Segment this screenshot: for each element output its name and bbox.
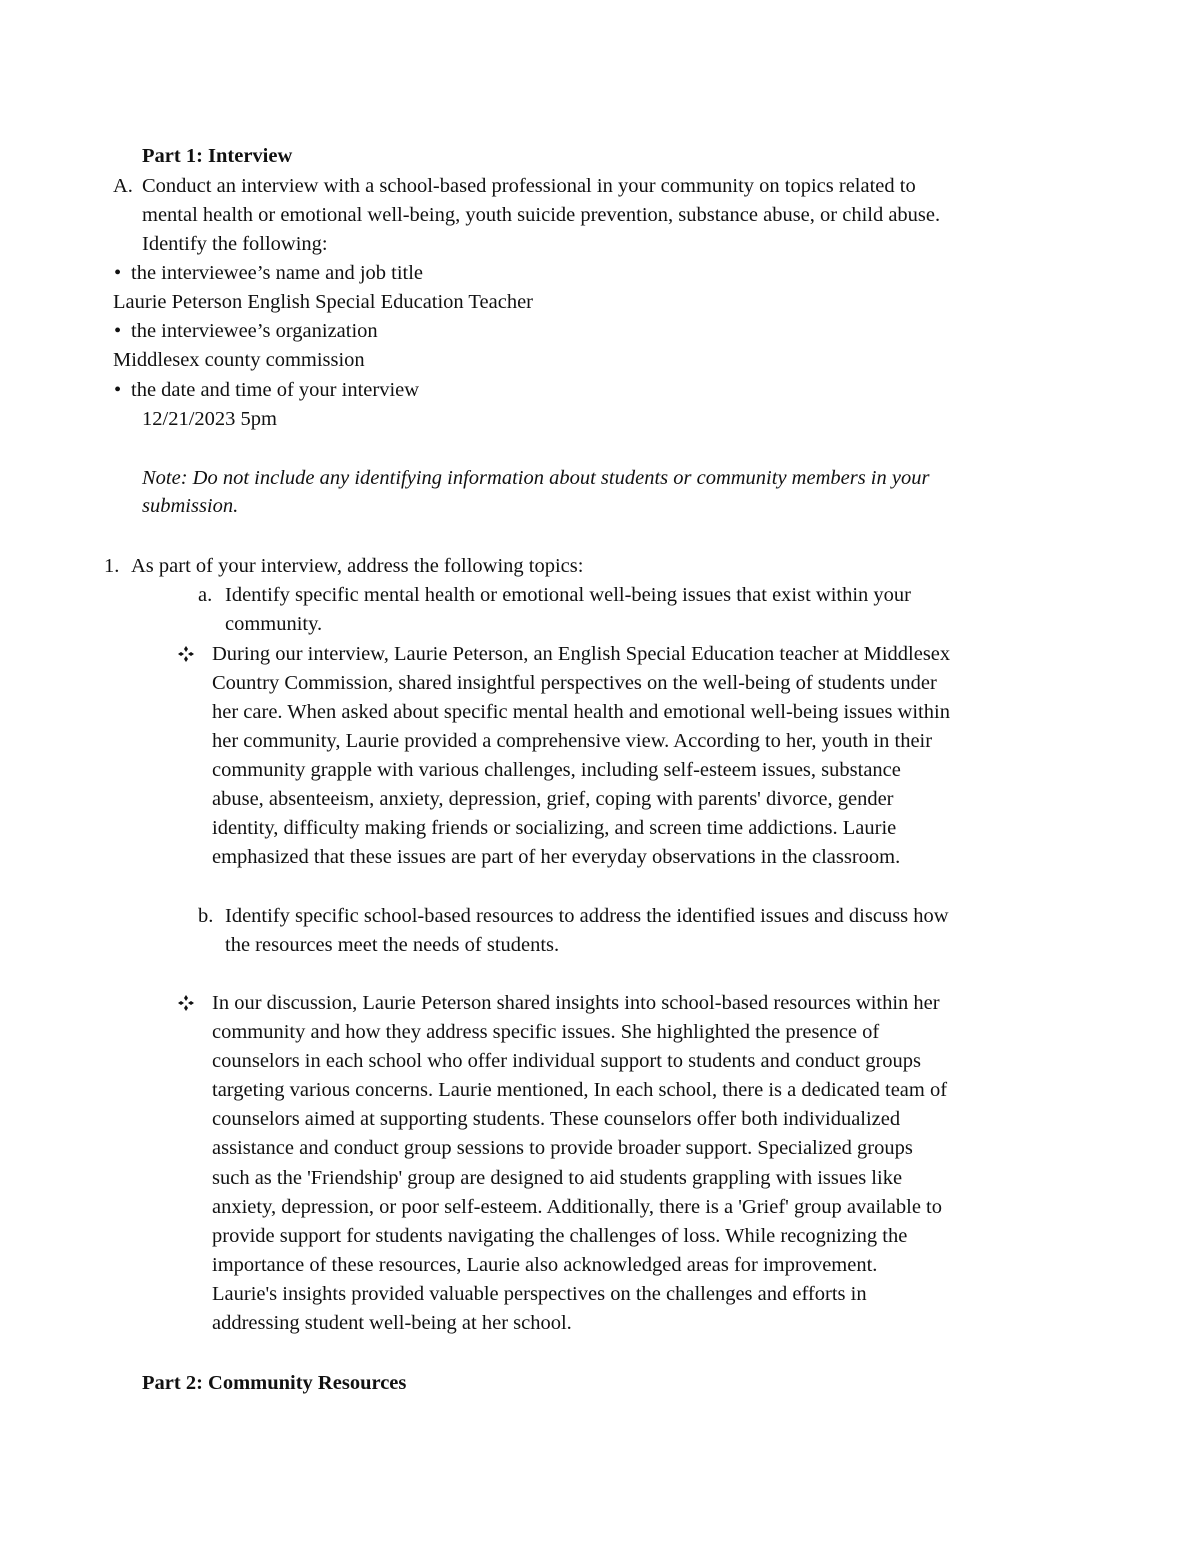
answer-b-line: provide support for students navigating the challenges of loss. While recognizing the bbox=[212, 1225, 908, 1247]
answer-a-line: During our interview, Laurie Peterson, an English Special Education teacher at Middlesex bbox=[212, 643, 951, 665]
date-time-answer: 12/21/2023 5pm bbox=[142, 408, 277, 430]
item-a-line-2: community. bbox=[225, 613, 323, 635]
item-1-marker: 1. bbox=[104, 555, 120, 577]
bullet-marker: • bbox=[114, 320, 122, 342]
answer-a-line: abuse, absenteeism, anxiety, depression, grief, coping with parents' divorce, gender bbox=[212, 788, 894, 810]
answer-a-line: identity, difficulty making friends or socializing, and screen time addictions. Laurie bbox=[212, 817, 897, 839]
part2-heading: Part 2: Community Resources bbox=[142, 1372, 407, 1394]
answer-b-line: counselors aimed at supporting students. These counselors offer both individualized bbox=[212, 1108, 901, 1130]
bullet-date-time-label: the date and time of your interview bbox=[131, 379, 420, 401]
answer-b-line: counselors in each school who offer individual support to students and conduct groups bbox=[212, 1050, 922, 1072]
answer-b-line: Laurie's insights provided valuable perspectives on the challenges and efforts in bbox=[212, 1283, 867, 1305]
bullet-organization-label: the interviewee’s organization bbox=[131, 320, 378, 342]
section-a-line-1: Conduct an interview with a school-based professional in your community on topics related to bbox=[142, 175, 916, 197]
note-line-2: submission. bbox=[142, 495, 239, 517]
item-1-text: As part of your interview, address the following topics: bbox=[131, 555, 584, 577]
answer-b-line: In our discussion, Laurie Peterson shared insights into school-based resources within her bbox=[212, 992, 940, 1014]
answer-a-line: her care. When asked about specific mental health and emotional well-being issues within bbox=[212, 701, 950, 723]
section-a-marker: A. bbox=[113, 175, 133, 197]
answer-b-line: anxiety, depression, or poor self-esteem. Additionally, there is a 'Grief' group available to bbox=[212, 1196, 942, 1218]
item-a-line-1: Identify specific mental health or emotional well-being issues that exist within your bbox=[225, 584, 912, 606]
four-diamond-star-icon bbox=[178, 646, 194, 662]
item-a-marker: a. bbox=[198, 584, 213, 606]
bullet-marker: • bbox=[114, 379, 122, 401]
item-b-line-2: the resources meet the needs of students. bbox=[225, 934, 560, 956]
answer-b-line: addressing student well-being at her school. bbox=[212, 1312, 572, 1334]
organization-answer: Middlesex county commission bbox=[113, 349, 365, 371]
answer-a-line: her community, Laurie provided a comprehensive view. According to her, youth in their bbox=[212, 730, 933, 752]
answer-a-line: community grapple with various challenges, including self-esteem issues, substance bbox=[212, 759, 901, 781]
answer-b-line: targeting various concerns. Laurie mentioned, In each school, there is a dedicated team of bbox=[212, 1079, 948, 1101]
part1-heading: Part 1: Interview bbox=[142, 145, 293, 167]
section-a-line-2: mental health or emotional well-being, youth suicide prevention, substance abuse, or child abuse. bbox=[142, 204, 941, 226]
four-diamond-star-icon bbox=[178, 995, 194, 1011]
answer-a-line: Country Commission, shared insightful perspectives on the well-being of students under bbox=[212, 672, 937, 694]
answer-b-line: community and how they address specific issues. She highlighted the presence of bbox=[212, 1021, 880, 1043]
item-b-marker: b. bbox=[198, 905, 214, 927]
answer-a-line: emphasized that these issues are part of her everyday observations in the classroom. bbox=[212, 846, 901, 868]
note-line-1: Note: Do not include any identifying information about students or community members in your bbox=[142, 467, 930, 489]
interviewee-name-answer: Laurie Peterson English Special Education Teacher bbox=[113, 291, 533, 313]
answer-b-line: assistance and conduct group sessions to provide broader support. Specialized groups bbox=[212, 1137, 913, 1159]
answer-b-line: such as the 'Friendship' group are designed to aid students grappling with issues like bbox=[212, 1167, 903, 1189]
bullet-name-title-label: the interviewee’s name and job title bbox=[131, 262, 424, 284]
item-b-line-1: Identify specific school-based resources to address the identified issues and discuss how bbox=[225, 905, 949, 927]
answer-b-line: importance of these resources, Laurie also acknowledged areas for improvement. bbox=[212, 1254, 878, 1276]
bullet-marker: • bbox=[114, 262, 122, 284]
section-a-line-3: Identify the following: bbox=[142, 233, 328, 255]
